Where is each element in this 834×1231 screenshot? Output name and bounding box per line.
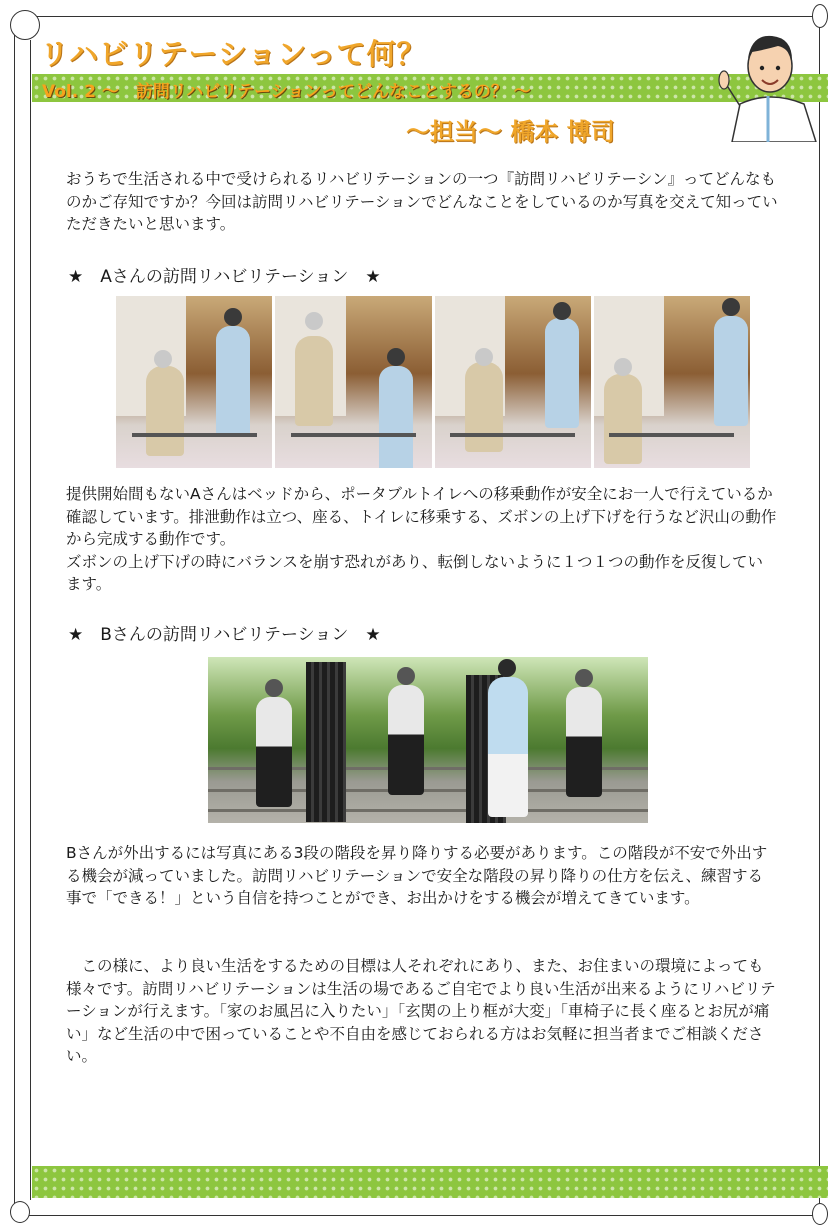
section-a-body: 提供開始間もないAさんはベッドから、ポータブルトイレへの移乗動作が安全にお一人で行えているか確認しています。排泄動作は立つ、座る、トイレに移乗する、ズボンの上げ下げを行うなど沢山の動作から完成する動作です。 ズボンの上げ下げの時にバランスを崩す恐れがあり、転倒しないように１つ１つの動作を反復しています。 [66,485,777,593]
section-b-heading: ★ Bさんの訪問リハビリテーション ★ [68,625,381,645]
scroll-curl-top-left [10,10,40,40]
photo-a-1 [116,296,272,468]
closing-paragraph: この様に、より良い生活をするための目標は人それぞれにあり、また、お住まいの環境によっても様々です。訪問リハビリテーションは生活の場であるご自宅でより良い生活が出来るようにリハビリテーションが行えます。「家のお風呂に入りたい」「玄関の上り框が大変」「車椅子に長く座るとお尻が痛い」など生活の中で困っていることや不自由を感じておられる方はお気軽に担当者までご相談ください。 [66,957,776,1065]
author-line: ～担当～ 橋本 博司 [406,118,615,146]
intro-paragraph: おうちで生活される中で受けられるリハビリテーションの一つ『訪問リハビリテーシン』ってどんなものかご存知ですか？今回は訪問リハビリテーションでどんなことをしているのか写真を交えて知っていただきたいと思います。 [66,170,778,233]
photo-a-2 [275,296,431,468]
section-a-photo-strip [116,296,750,468]
page-subtitle: Vol. 2 ～ 訪問リハビリテーションってどんなことするの？ ～ [42,82,531,102]
page-title: リハビリテーションって何？ [40,37,427,71]
photo-a-3 [435,296,591,468]
photo-a-4 [594,296,750,468]
scroll-curl-bottom-right [812,1203,828,1225]
section-b-photo [208,657,648,823]
section-a-heading: ★ Aさんの訪問リハビリテーション ★ [68,267,381,287]
doctor-mascot-icon [712,24,822,142]
scroll-curl-bottom-left [10,1201,30,1223]
green-dotted-band-bottom [32,1166,828,1198]
section-b-body: Bさんが外出するには写真にある3段の階段を昇り降りする必要があります。この階段が不安で外出する機会が減っていました。訪問リハビリテーションで安全な階段の昇り降りの仕方を伝え、練習する事で「できる！」という自信を持つことができ、お出かけをする機会が増えてきています。 [66,844,768,907]
